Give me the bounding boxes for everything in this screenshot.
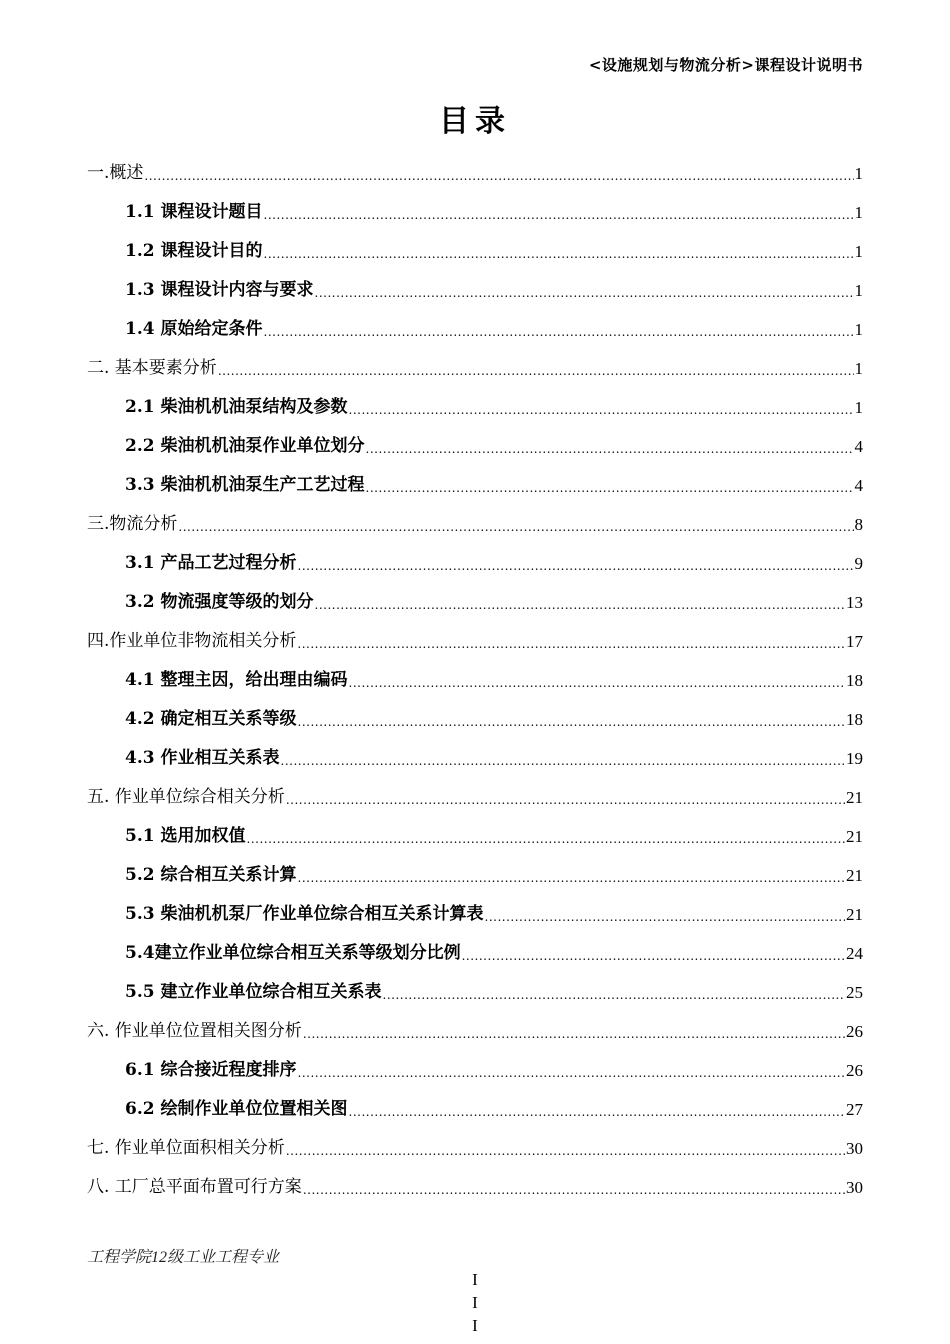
toc-entry-label: 5.1 选用加权值 xyxy=(125,826,246,846)
toc-entry-section[interactable] xyxy=(87,310,863,349)
dot-leader xyxy=(366,430,854,469)
running-header: <设施规划与物流分析>课程设计说明书 xyxy=(588,56,863,74)
toc-entry-section[interactable] xyxy=(87,544,863,583)
toc-entry-section[interactable] xyxy=(87,1051,863,1090)
toc-entry-label: 1.3 课程设计内容与要求 xyxy=(125,280,314,300)
toc-entry-section[interactable] xyxy=(87,388,863,427)
dot-leader xyxy=(218,352,854,391)
toc-entry-page: 21 xyxy=(846,788,863,807)
toc-entry-label: 1.4 原始给定条件 xyxy=(125,319,263,339)
dot-leader xyxy=(286,1132,845,1171)
toc-entry-section[interactable] xyxy=(87,1090,863,1129)
dot-leader xyxy=(297,625,845,664)
page-footer: 工程学院12级工业工程专业 xyxy=(87,1249,280,1266)
toc-entry-label: 2.1 柴油机机油泵结构及参数 xyxy=(125,397,348,417)
toc-entry-label: 5.3 柴油机机泵厂作业单位综合相互关系计算表 xyxy=(125,904,484,924)
toc-entry-page: 18 xyxy=(846,671,863,690)
toc-entry-page: 19 xyxy=(846,749,863,768)
dot-leader xyxy=(298,703,846,742)
toc-entry-label: 5.4建立作业单位综合相互关系等级划分比例 xyxy=(125,943,461,963)
dot-leader xyxy=(383,976,846,1015)
toc-entry-page: 18 xyxy=(846,710,863,729)
dot-leader xyxy=(298,1054,846,1093)
page-number-glyph: I xyxy=(472,1293,478,1312)
toc-entry-page: 1 xyxy=(854,242,863,261)
dot-leader xyxy=(366,469,854,508)
dot-leader xyxy=(298,859,846,898)
page-number xyxy=(0,1268,950,1337)
toc-entry-chapter[interactable] xyxy=(87,622,863,661)
toc-entry-page: 30 xyxy=(846,1178,863,1197)
toc-entry-page: 1 xyxy=(854,203,863,222)
toc-entry-page: 1 xyxy=(854,281,863,300)
toc-entry-page: 25 xyxy=(846,983,863,1002)
toc-entry-section[interactable] xyxy=(87,232,863,271)
toc-entry-page: 27 xyxy=(846,1100,863,1119)
toc-entry-label: 5.2 综合相互关系计算 xyxy=(125,865,297,885)
dot-leader xyxy=(303,1171,845,1210)
dot-leader xyxy=(264,313,854,352)
dot-leader xyxy=(286,781,845,820)
toc-entry-chapter[interactable] xyxy=(87,349,863,388)
toc-entry-page: 26 xyxy=(846,1022,863,1041)
toc-entry-label: 七. 作业单位面积相关分析 xyxy=(87,1138,285,1158)
toc-entry-section[interactable] xyxy=(87,583,863,622)
dot-leader xyxy=(485,898,846,937)
dot-leader xyxy=(462,937,845,976)
toc-entry-page: 17 xyxy=(846,632,863,651)
toc-entry-label: 6.1 综合接近程度排序 xyxy=(125,1060,297,1080)
toc-entry-section[interactable] xyxy=(87,271,863,310)
toc-entry-page: 4 xyxy=(854,476,863,495)
toc-entry-page: 9 xyxy=(854,554,863,573)
toc-entry-label: 3.2 物流强度等级的划分 xyxy=(125,592,314,612)
toc-entry-page: 24 xyxy=(846,944,863,963)
toc-entry-page: 30 xyxy=(846,1139,863,1158)
dot-leader xyxy=(349,1093,846,1132)
toc-entry-section[interactable] xyxy=(87,427,863,466)
dot-leader xyxy=(315,586,846,625)
toc-entry-label: 5.5 建立作业单位综合相互关系表 xyxy=(125,982,382,1002)
toc-entry-label: 3.3 柴油机机油泵生产工艺过程 xyxy=(125,475,365,495)
toc-entry-label: 八. 工厂总平面布置可行方案 xyxy=(87,1177,302,1197)
dot-leader xyxy=(144,157,853,196)
toc-entry-section[interactable] xyxy=(87,466,863,505)
toc-entry-label: 一.概述 xyxy=(87,163,144,183)
toc-entry-page: 26 xyxy=(846,1061,863,1080)
toc-entry-section[interactable] xyxy=(87,895,863,934)
toc-entry-label: 2.2 柴油机机油泵作业单位划分 xyxy=(125,436,365,456)
toc-entry-section[interactable] xyxy=(87,856,863,895)
toc-entry-page: 21 xyxy=(846,827,863,846)
toc-entry-label: 五. 作业单位综合相关分析 xyxy=(87,787,285,807)
table-of-contents xyxy=(87,154,863,1207)
toc-entry-page: 1 xyxy=(854,320,863,339)
toc-entry-page: 21 xyxy=(846,866,863,885)
toc-entry-label: 1.1 课程设计题目 xyxy=(125,202,263,222)
toc-entry-page: 21 xyxy=(846,905,863,924)
dot-leader xyxy=(178,508,853,547)
toc-entry-label: 3.1 产品工艺过程分析 xyxy=(125,553,297,573)
toc-entry-chapter[interactable] xyxy=(87,778,863,817)
dot-leader xyxy=(247,820,846,859)
toc-entry-label: 4.1 整理主因，给出理由编码 xyxy=(125,670,348,690)
dot-leader xyxy=(303,1015,845,1054)
toc-title: 目录 xyxy=(439,104,511,139)
dot-leader xyxy=(264,196,854,235)
toc-entry-label: 4.3 作业相互关系表 xyxy=(125,748,280,768)
toc-entry-section[interactable] xyxy=(87,934,863,973)
dot-leader xyxy=(315,274,854,313)
toc-entry-label: 4.2 确定相互关系等级 xyxy=(125,709,297,729)
toc-entry-page: 13 xyxy=(846,593,863,612)
toc-entry-label: 6.2 绘制作业单位位置相关图 xyxy=(125,1099,348,1119)
toc-entry-page: 1 xyxy=(854,398,863,417)
toc-entry-label: 六. 作业单位位置相关图分析 xyxy=(87,1021,302,1041)
toc-entry-page: 8 xyxy=(854,515,863,534)
dot-leader xyxy=(298,547,854,586)
toc-entry-chapter[interactable] xyxy=(87,505,863,544)
toc-entry-label: 二. 基本要素分析 xyxy=(87,358,217,378)
toc-entry-chapter[interactable] xyxy=(87,154,863,193)
dot-leader xyxy=(349,391,854,430)
toc-entry-chapter[interactable] xyxy=(87,1168,863,1207)
toc-entry-page: 1 xyxy=(854,164,863,183)
toc-entry-section[interactable] xyxy=(87,973,863,1012)
toc-entry-label: 1.2 课程设计目的 xyxy=(125,241,263,261)
toc-entry-chapter[interactable] xyxy=(87,1129,863,1168)
dot-leader xyxy=(264,235,854,274)
page-number-glyph: I xyxy=(472,1270,478,1289)
toc-entry-section[interactable] xyxy=(87,817,863,856)
toc-entry-label: 三.物流分析 xyxy=(87,514,178,534)
toc-entry-label: 四.作业单位非物流相关分析 xyxy=(87,631,297,651)
dot-leader xyxy=(281,742,846,781)
toc-entry-section[interactable] xyxy=(87,661,863,700)
toc-entry-page: 1 xyxy=(854,359,863,378)
toc-entry-chapter[interactable] xyxy=(87,1012,863,1051)
toc-entry-page: 4 xyxy=(854,437,863,456)
toc-entry-section[interactable] xyxy=(87,739,863,778)
toc-entry-section[interactable] xyxy=(87,700,863,739)
dot-leader xyxy=(349,664,846,703)
toc-entry-section[interactable] xyxy=(87,193,863,232)
page-number-glyph: I xyxy=(472,1316,478,1335)
